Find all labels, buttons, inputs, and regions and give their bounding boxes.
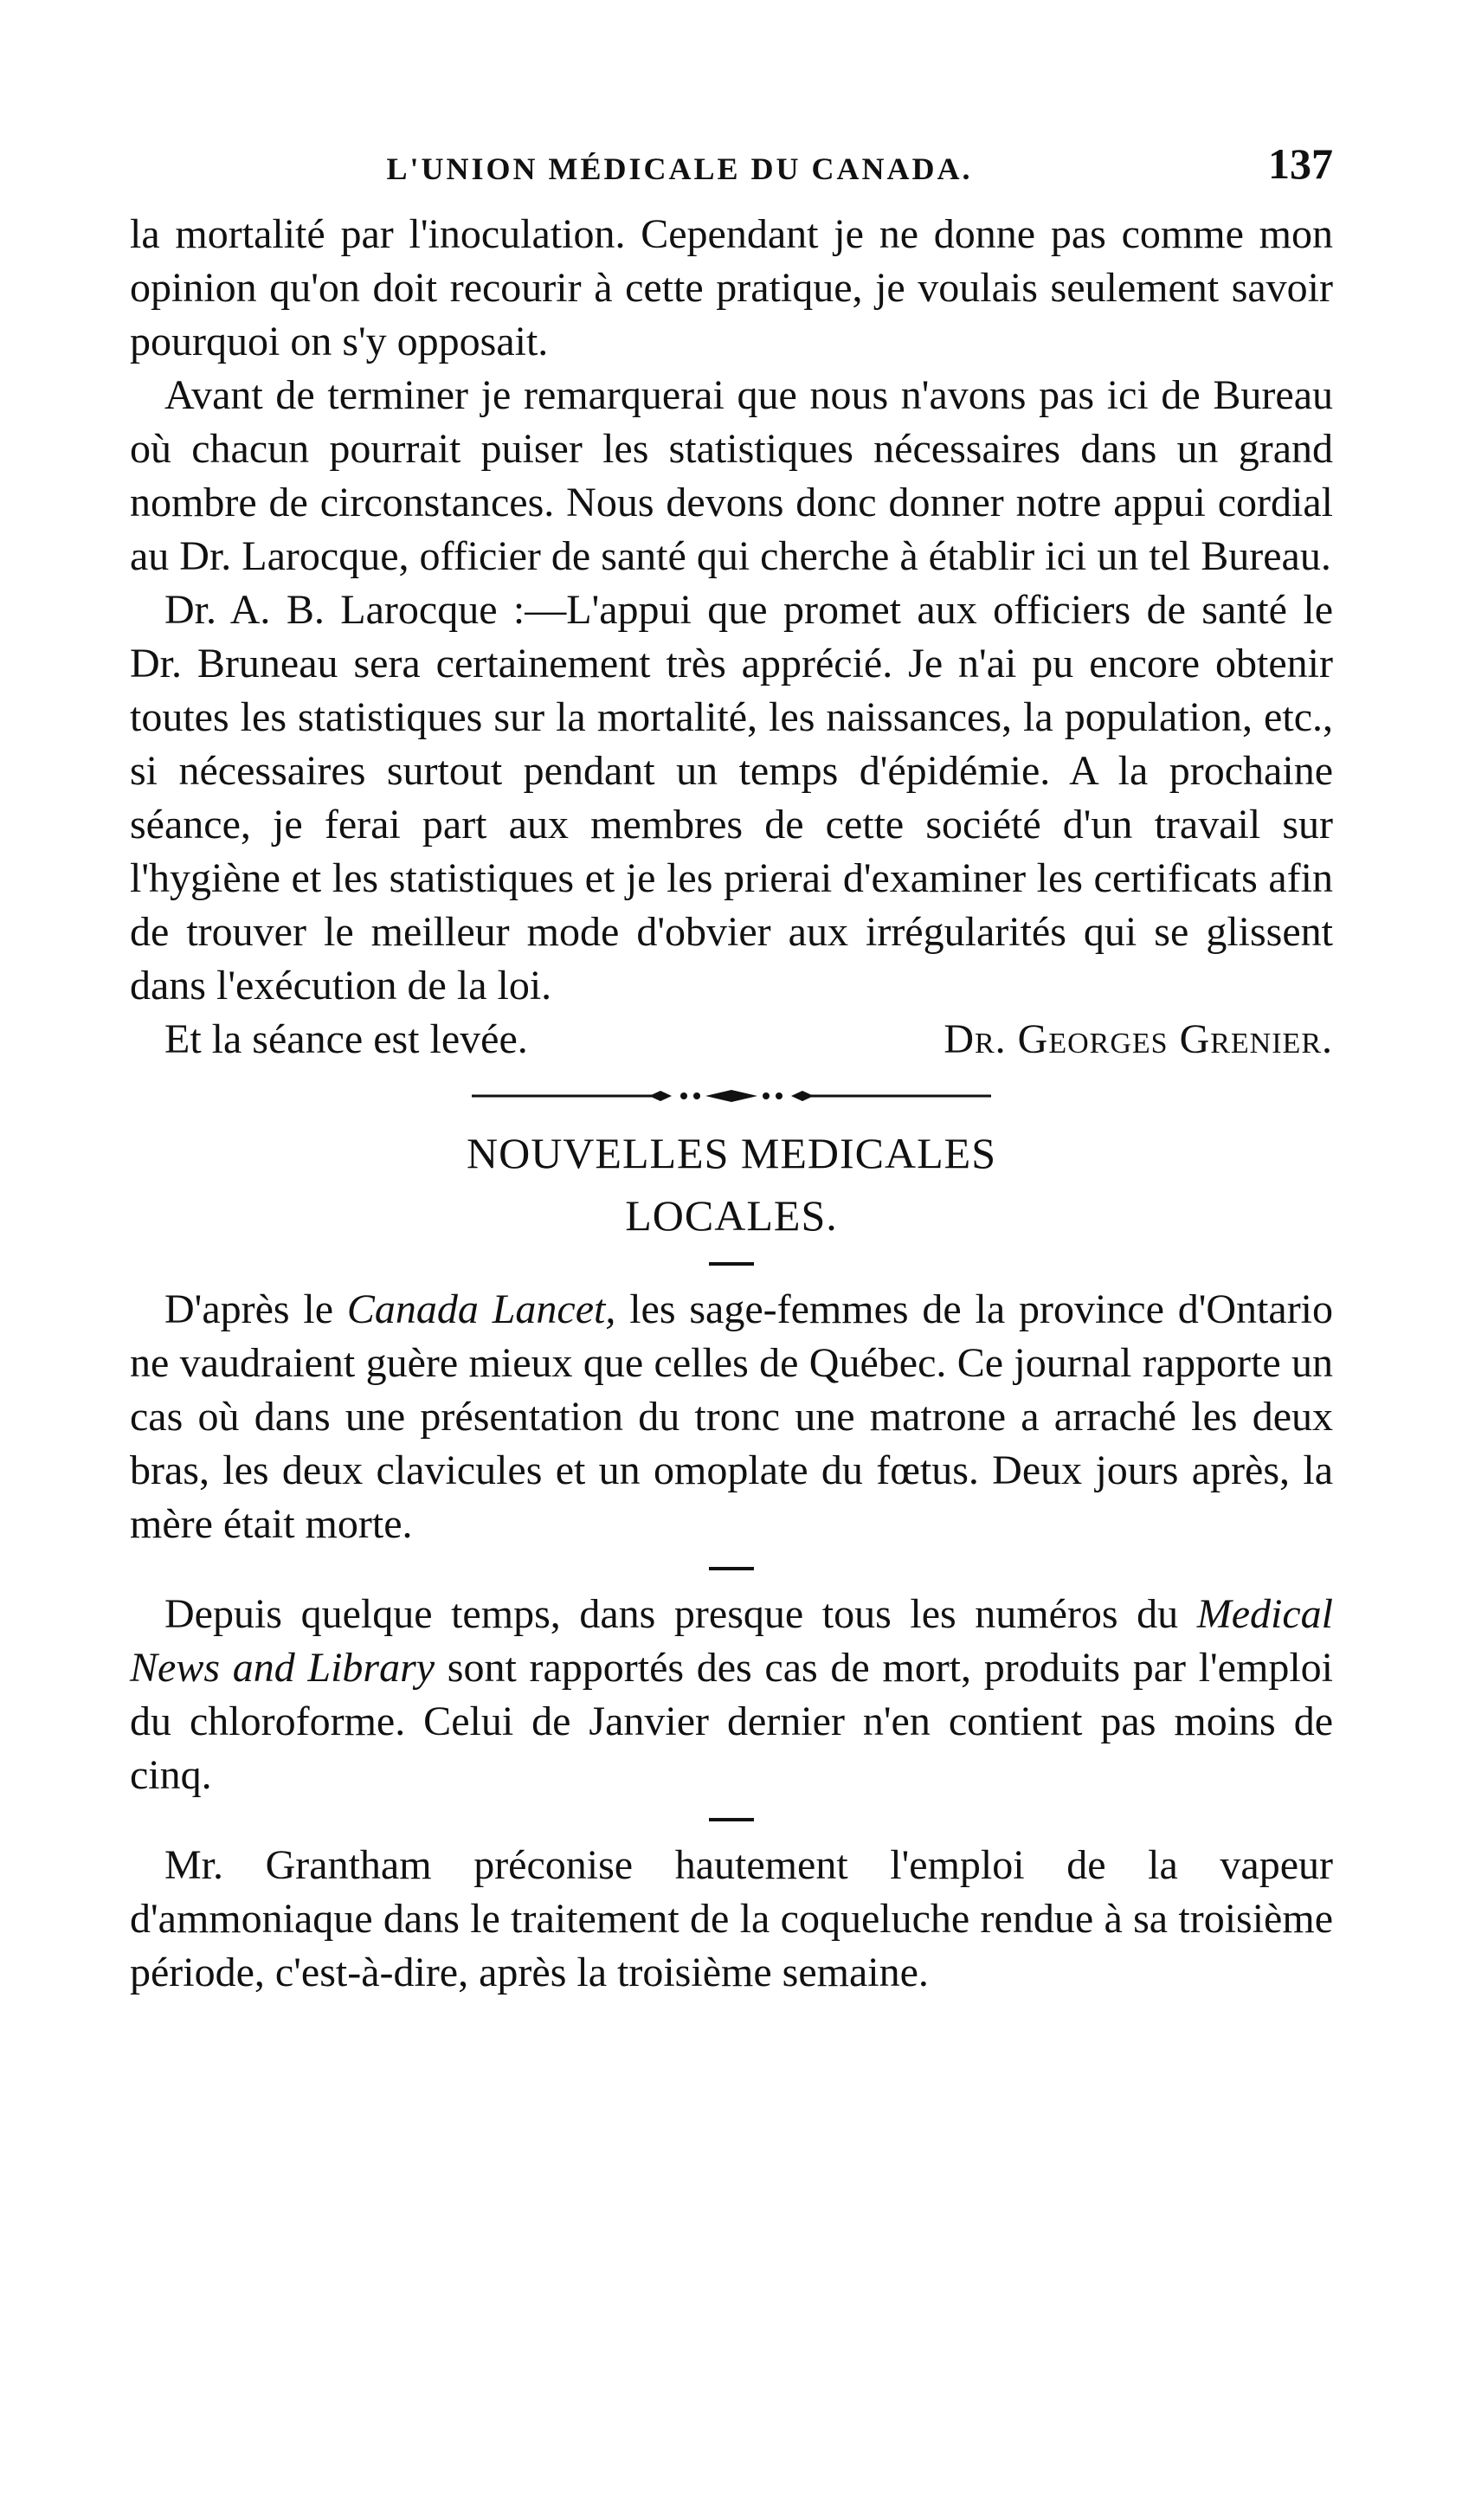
journal-title: Medical News and Library (130, 1591, 1333, 1691)
news-text: Depuis quelque temps, dans presque tous les numéros du (164, 1591, 1197, 1637)
ornament-divider (130, 1086, 1333, 1106)
short-divider (709, 1262, 754, 1266)
paragraph-larocque: Dr. A. B. Larocque :—L'appui que promet aux officiers de santé le Dr. Bruneau sera certainement très apprécié. Je n'ai pu encore obtenir toutes les statistiques sur la mortalité, les naissances, la population, etc., si nécessaires surtout pendant un temps d'épidémie. A la prochaine séance, je ferai part aux membres de cette société d'un travail sur l'hygiène et les statistiques et je les prierai d'examiner les certificats afin de trouver le meilleur mode d'obvier aux irrégularités qui se glissent dans l'exécution de la loi. (130, 587, 1333, 1009)
running-head (130, 130, 1333, 190)
news-item-ammonia: Mr. Grantham préconise hautement l'emploi de la vapeur d'ammoniaque dans le traitement de la coqueluche rendue à sa troisième période, c'est-à-dire, après la troisième semaine. (130, 1842, 1333, 1995)
page-number: 137 (1268, 139, 1333, 188)
signature: Dr. Georges Grenier. (944, 1016, 1333, 1062)
news-text: sont rapportés des cas de mort, produits par l'emploi du chloroforme. Celui de Janvier dernier n'en contient pas moins de cinq. (130, 1645, 1333, 1798)
paragraph-continued: la mortalité par l'inoculation. Cependant je ne donne pas comme mon opinion qu'on doit recourir à cette pratique, je voulais seulement savoir pourquoi on s'y opposait. (130, 211, 1333, 364)
ornament-rule-icon (472, 1087, 991, 1105)
news-text: D'après le (164, 1286, 347, 1332)
news-item-canada-lancet (130, 1283, 1333, 1551)
short-divider (709, 1818, 754, 1821)
running-title: L'UNION MÉDICALE DU CANADA. (386, 151, 973, 186)
closing-line (130, 1013, 1333, 1067)
news-item-chloroform (130, 1588, 1333, 1802)
section-title-line1: NOUVELLES MEDICALES (466, 1129, 997, 1177)
paragraph-bureau: Avant de terminer je remarquerai que nous n'avons pas ici de Bureau où chacun pourrait puiser les statistiques nécessaires dans un grand nombre de circonstances. Nous devons donc donner notre appui cordial au Dr. Larocque, officier de santé qui cherche à établir ici un tel Bureau. (130, 372, 1333, 579)
journal-title: Canada Lancet, (346, 1286, 616, 1332)
short-divider (709, 1567, 754, 1570)
news-text: les sage-femmes de la province d'Ontario ne vaudraient guère mieux que celles de Québec. Ce journal rapporte un cas où dans une présentation du tronc une matrone a arraché les deux bras, les deux clavicules et un omoplate du fœtus. Deux jours après, la mère était morte. (130, 1286, 1334, 1547)
book-page (130, 130, 1333, 2000)
closing-text: Et la séance est levée. (164, 1016, 528, 1062)
section-title-line2: LOCALES. (625, 1191, 838, 1240)
